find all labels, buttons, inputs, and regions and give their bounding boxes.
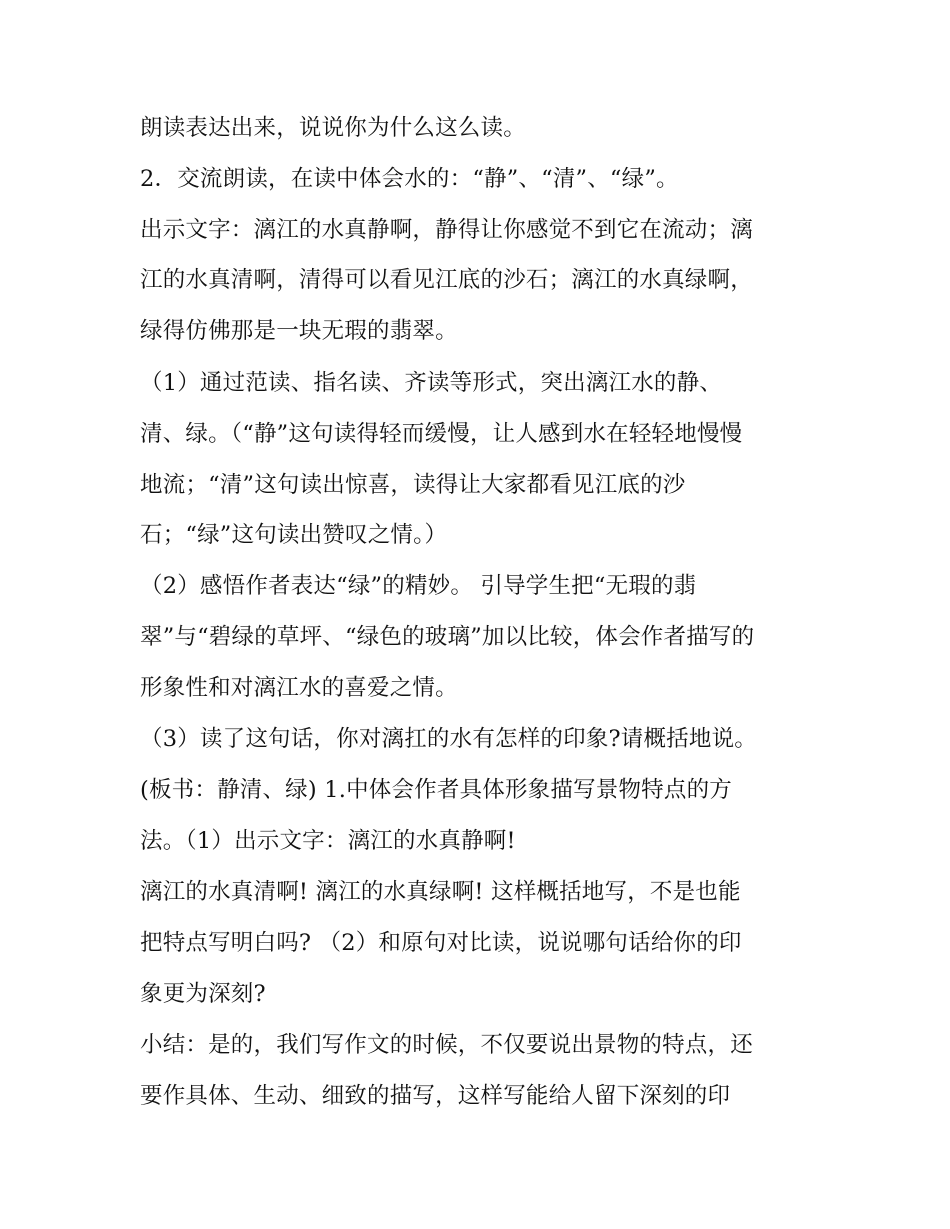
text-line: 法。（1）出示文字：漓江的水真静啊! — [140, 828, 516, 854]
text-line: 清、绿。（“静”这句读得轻而缓慢，让人感到水在轻轻地慢慢 — [140, 421, 743, 447]
text-line: 地流；“清”这句读出惊喜，读得让大家都看见江底的沙 — [140, 472, 686, 498]
text-line: 翠”与“碧绿的草坪、“绿色的玻璃”加以比较，体会作者描写的 — [140, 624, 755, 650]
text-line: 小结：是的，我们写作文的时候，不仅要说出景物的特点，还 — [140, 1032, 753, 1058]
text-line: 绿得仿佛那是一块无瑕的翡翠。 — [140, 318, 458, 344]
text-line: （3）读了这句话，你对漓扛的水有怎样的印象?请概括地说。 — [140, 726, 757, 752]
text-line: 漓江的水真清啊! 漓江的水真绿啊! 这样概括地写，不是也能 — [140, 879, 741, 905]
text-line: 江的水真清啊，清得可以看见江底的沙石；漓江的水真绿啊， — [140, 267, 753, 293]
text-line: (板书：静清、绿) 1.中体会作者具体形象描写景物特点的方 — [140, 777, 732, 803]
text-line: 形象性和对漓江水的喜爱之情。 — [140, 675, 458, 701]
text-line: 朗读表达出来，说说你为什么这么读。 — [140, 115, 526, 141]
text-line: （2）感悟作者表达“绿”的精妙。 引导学生把“无瑕的翡 — [140, 573, 697, 599]
text-line: 把特点写明白吗? （2）和原句对比读，说说哪句话给你的印 — [140, 930, 742, 956]
text-line: 象更为深刻? — [140, 981, 266, 1007]
text-line: 出示文字：漓江的水真静啊，静得让你感觉不到它在流动；漓 — [140, 217, 753, 243]
text-line: 2．交流朗读，在读中体会水的：“静”、“清”、“绿”。 — [140, 166, 679, 192]
text-line: 石；“绿”这句读出赞叹之情。） — [140, 522, 448, 548]
text-line: （1）通过范读、指名读、齐读等形式，突出漓江水的静、 — [140, 370, 723, 396]
text-line: 要作具体、生动、细致的描写，这样写能给人留下深刻的印 — [140, 1083, 731, 1109]
